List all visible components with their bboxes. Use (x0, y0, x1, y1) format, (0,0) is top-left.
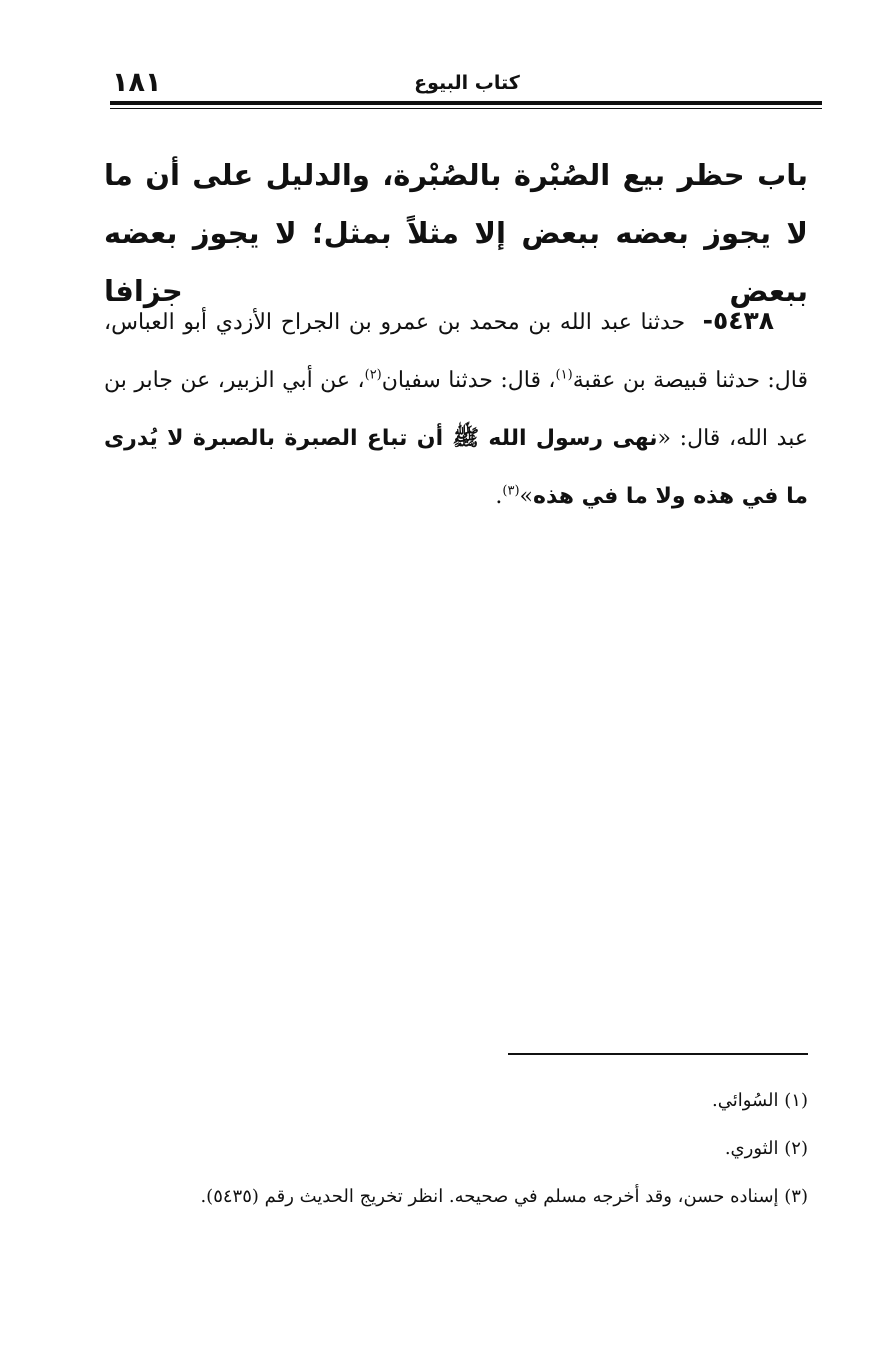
footnote-item: (٢) الثوري. (724, 1138, 808, 1159)
isnad-text: حدثنا عبد الله بن محمد بن عمرو بن الجراح الأزدي أبو العباس، قال: حدثنا قبيصة بن عقبة (104, 310, 808, 393)
footnote-ref-2: (٢) (364, 367, 382, 383)
header-rule-thin (110, 108, 822, 109)
footnote-ref-3: (٣) (502, 483, 520, 499)
header-rule-thick (110, 101, 822, 105)
footnote-item: (٣) إسناده حسن، وقد أخرجه مسلم في صحيحه. انظر تخريج الحديث رقم (٥٤٣٥). (200, 1186, 808, 1207)
chapter-title: باب حظر بيع الصُبْرة بالصُبْرة، والدليل على أن ما لا يجوز بعضه ببعض إلا مثلاً بمثل؛ لا يجوز بعضه ببعض جزافا (104, 158, 808, 308)
running-title: كتاب البيوع (414, 72, 520, 94)
hadith-number: ٥٤٣٨- (702, 306, 774, 335)
page-number: ١٨١ (112, 67, 162, 98)
hadith-matn: نهى رسول الله ﷺ أن تباع الصبرة بالصبرة لا يُدرى ما في هذه ولا ما في هذه (104, 426, 808, 509)
hadith-paragraph (104, 292, 808, 526)
footnote-item: (١) السُوائي. (711, 1090, 808, 1111)
page-header (112, 66, 822, 100)
end-mark: . (495, 484, 503, 509)
isnad-text: ، قال: حدثنا سفيان (381, 368, 556, 393)
footnote-ref-1: (١) (555, 367, 573, 383)
quote-open-mark: « (657, 426, 671, 451)
footnotes (104, 1077, 808, 1221)
footnote-separator (508, 1053, 808, 1055)
quote-close-mark: » (519, 484, 533, 509)
isnad-text: ، عن أبي الزبير، عن جابر بن عبد الله، قال: (104, 368, 808, 451)
